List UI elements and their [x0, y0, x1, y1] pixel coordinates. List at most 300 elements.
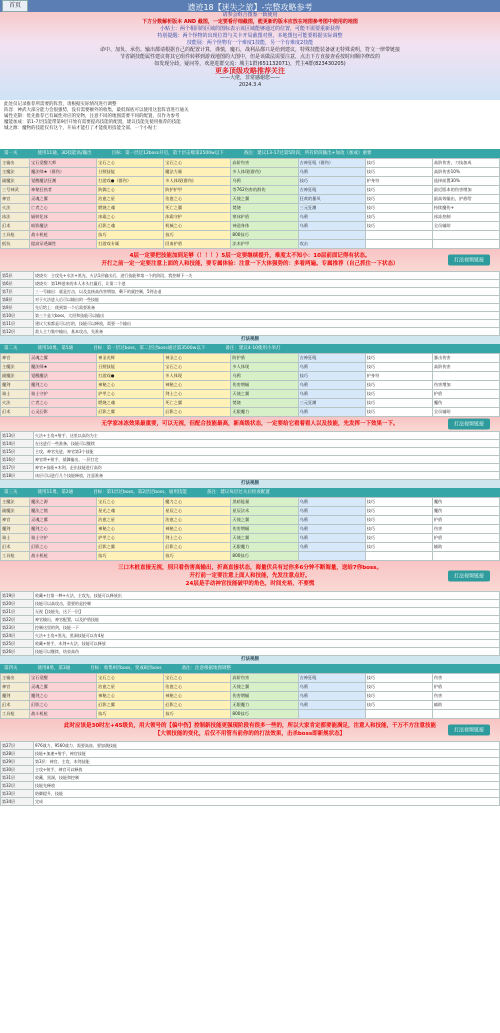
table-cell: 天使之翼	[231, 195, 298, 204]
table-cell[interactable]: 副魔法	[1, 177, 30, 186]
table-row	[1, 408, 500, 417]
table-cell: 神圣光辉	[97, 354, 164, 363]
table-cell: 伤害	[432, 674, 499, 683]
table-cell: 技巧	[365, 534, 432, 543]
section-header-cell: 目标：第一层过boss，第二层过boss通过第3500w以下	[93, 346, 206, 351]
table-cell[interactable]: 主魔法	[1, 363, 30, 372]
table-cell[interactable]: 主魔法	[1, 168, 30, 177]
build-section	[0, 664, 500, 719]
table-cell: 最高效输出，护盾给	[432, 195, 499, 204]
table-cell: 觉醒魔法	[30, 372, 97, 381]
note-line: 魔能加成：第1-7层技能带第9层开始有需要提高技能的配置，建议技能先使用推荐的技能	[4, 120, 181, 125]
floor-row	[1, 624, 500, 632]
table-cell: 天使之翼	[231, 683, 298, 692]
table-cell: 高阶伤害	[231, 674, 298, 683]
floor-table	[0, 741, 500, 806]
table-cell: 魔力之心	[164, 498, 231, 507]
floor-description: 烧烧关：第1种进来的木人木头打赢后，让第二个进	[34, 280, 500, 288]
table-cell: 乌鸦	[298, 543, 365, 552]
table-cell: 日照技能	[97, 363, 164, 372]
table-cell: 机械之心	[164, 222, 231, 231]
table-cell: 幻影之魂	[97, 222, 164, 231]
floor-description: 火法+主攻+黑光，黑洞技能可以有4星	[34, 632, 500, 640]
floor-description: 烧烧关：主攻先+水法+黑光，火法1层输出后，进行技能和第一个的阶段，我控制下一关	[34, 272, 500, 280]
table-row	[1, 195, 500, 204]
table-cell	[365, 231, 432, 240]
floor-label: 第18层	[1, 472, 34, 480]
table-row	[1, 354, 500, 363]
table-row	[1, 390, 500, 399]
table-cell: 魔伤	[432, 498, 499, 507]
section-header-cell: 使用10勇，第5通	[37, 346, 74, 351]
floor-label: 第28层	[1, 750, 34, 758]
section-header	[0, 149, 500, 158]
floor-description: 先后给上：使到第一个后需要准备	[34, 304, 500, 312]
banner-line: 无学家冰冻效果最重要，可以无视，但配合技能最高，新高级状态，一定要给它看着看人以及技能，先发挥一下效果一下。	[101, 421, 399, 427]
section-header-cell: 第三关	[4, 490, 18, 495]
table-cell: 等762伤害的群伤	[231, 186, 298, 195]
hero-tip: 小贴士：两个相同的区域的图标表示该区域能够通过的位置，可能不需要重新获得	[159, 26, 340, 32]
table-row	[1, 498, 500, 507]
table-cell[interactable]: 幻术	[1, 543, 30, 552]
table-cell: 技巧	[365, 408, 432, 417]
table-cell: 神秘之心	[164, 525, 231, 534]
table-cell: 护盾	[432, 683, 499, 692]
banner-line: 4层一定要把技能加到足够（！！！）5层一定要继续提升，难度太不知小：10层前面记得有状态。	[129, 253, 371, 259]
floor-label: 第10层	[1, 312, 34, 320]
section-header-cell: 备注：建议13-17过第5阶段，所有阶段输出+加攻（加成）重要	[243, 151, 372, 156]
floor-description: 敌人主力集中输出，基本攻击，先准备	[34, 328, 500, 336]
table-cell: 伤害	[432, 692, 499, 701]
table-cell: 技巧	[365, 354, 432, 363]
banner-line: 此时应该是30时左+45级负，用大领号的【偏中伤】控制新技能更强现阶段有很多一些的，所以大家肯定都要能满足，注意人和技能，千万不方注意技能	[64, 723, 436, 729]
table-row	[1, 186, 500, 195]
floor-row	[1, 440, 500, 448]
table-cell[interactable]: 神官	[1, 683, 30, 692]
floor-description: 该层可以进行几个技能释放，注意准备	[34, 472, 500, 480]
table-cell: 乌鸦	[298, 692, 365, 701]
table-cell[interactable]: 工具枪	[1, 710, 30, 719]
table-cell: 魔法师★（群伤）	[30, 168, 97, 177]
table-cell: 乌鸦	[298, 534, 365, 543]
floor-description: 控制这里的剑，技能一下	[34, 624, 500, 632]
table-cell: 提高穿透属性	[30, 240, 97, 249]
table-cell: 技巧	[365, 507, 432, 516]
floor-row	[1, 448, 500, 456]
table-cell: 古神狂吼（群伤）	[298, 159, 365, 168]
video-link-button[interactable]: 打法视频链接	[448, 255, 490, 266]
table-cell[interactable]: 冰法	[1, 213, 30, 222]
table-cell: 技巧	[365, 195, 432, 204]
table-cell: 宝石之心	[164, 363, 231, 372]
table-cell: 乌鸦	[298, 363, 365, 372]
table-cell[interactable]: 魔剑	[1, 525, 30, 534]
table-cell[interactable]: 副魔法	[1, 507, 30, 516]
floor-label: 第22层	[1, 616, 34, 624]
section-header-cell: 使用8勇，第3通	[37, 666, 71, 671]
table-cell: 魔伤	[432, 507, 499, 516]
floor-row	[1, 288, 500, 296]
floor-row	[1, 632, 500, 640]
table-cell: 技巧	[365, 683, 432, 692]
table-cell[interactable]: 神官	[1, 516, 30, 525]
table-cell: 治愈之星	[97, 195, 164, 204]
table-cell: 乌鸦	[298, 390, 365, 399]
table-cell: 技巧	[365, 390, 432, 399]
table-cell	[432, 240, 499, 249]
table-cell[interactable]: 骑士	[1, 390, 30, 399]
table-cell: 无限魔力	[231, 701, 298, 710]
table-cell: 伤害增幅	[231, 381, 298, 390]
floor-label: 第15层	[1, 448, 34, 456]
table-cell: 多人体现(群伤)	[164, 177, 231, 186]
floor-label: 第32层	[1, 782, 34, 790]
table-cell: 技巧	[365, 674, 432, 683]
banner-line: 【大领技能的变化，后仅不用管当前你的的打法效果，击杀boss即新规状态】	[154, 731, 346, 737]
table-row	[1, 363, 500, 372]
build-table	[0, 673, 500, 719]
floor-description: 火法+主攻+射手，这里以高伤为主	[34, 432, 500, 440]
table-cell: 打游戏●	[97, 372, 164, 381]
strategy-banner	[0, 719, 500, 741]
floor-row	[1, 640, 500, 648]
table-cell: 800技巧	[231, 552, 298, 561]
table-cell: 技巧	[365, 222, 432, 231]
table-cell: 星光之魂	[97, 507, 164, 516]
floor-description: 第3层：神官，主攻，木剑技能	[34, 758, 500, 766]
table-row	[1, 543, 500, 552]
page-title: 遗迹18【迷失之旅】-完整攻略参考	[187, 3, 313, 12]
floor-row	[1, 608, 500, 616]
table-cell: 技巧	[365, 213, 432, 222]
floor-description: 建议大家都是可以打的，技能可以释放，需要一个输出	[34, 320, 500, 328]
table-cell[interactable]: 幻术	[1, 701, 30, 710]
table-cell[interactable]: 主输出	[1, 674, 30, 683]
table-row	[1, 701, 500, 710]
table-cell: 战斗机枪	[30, 231, 97, 240]
build-section	[0, 344, 500, 417]
table-cell: 宝石之心	[97, 159, 164, 168]
floor-label: 第33层	[1, 790, 34, 798]
table-cell[interactable]: 主魔法	[1, 498, 30, 507]
table-row	[1, 231, 500, 240]
floor-row	[1, 432, 500, 440]
table-cell[interactable]: 副魔法	[1, 372, 30, 381]
table-cell[interactable]: 魔剑	[1, 381, 30, 390]
floor-row	[1, 280, 500, 288]
floor-label: 第30层	[1, 766, 34, 774]
table-cell: 幻影之翼	[97, 543, 164, 552]
floor-row	[1, 774, 500, 782]
floor-row	[1, 742, 500, 750]
table-cell: 亡者之心	[30, 204, 97, 213]
floor-row	[1, 782, 500, 790]
strategy-banner	[0, 561, 500, 591]
note-line: 城之源：魔物的技能仅有这个，开局才能打了才能使用技能全部，一个小贴士	[4, 126, 157, 131]
table-cell: 灵魂之翼	[30, 354, 97, 363]
table-cell: 幻影之心	[164, 701, 231, 710]
table-cell: 技巧	[365, 516, 432, 525]
floor-label: 第8层	[1, 296, 34, 304]
floor-label: 第26层	[1, 648, 34, 656]
table-cell: 高阶伤害10%	[432, 168, 499, 177]
section-header-cell: 备注：注意根据地图调整	[181, 666, 232, 671]
table-row	[1, 177, 500, 186]
table-cell	[432, 552, 499, 561]
video-link-button[interactable]: 打法视频链接	[448, 419, 490, 430]
hero-line: 节省刷技能属性建议将其它组件转移到游戏地图的大图中，但是该做法需要注意，点击下方直接查看按时间顺序修改的	[119, 54, 380, 60]
floor-label: 第12层	[1, 328, 34, 336]
table-cell[interactable]: 工具枪	[1, 552, 30, 561]
table-cell: 天使之翼	[231, 516, 298, 525]
table-cell: 800技巧	[231, 231, 298, 240]
table-row	[1, 674, 500, 683]
table-cell: 幻影之翼	[97, 701, 164, 710]
table-cell: 燃烧之魂	[97, 399, 164, 408]
table-cell	[432, 710, 499, 719]
table-row	[1, 552, 500, 561]
table-cell[interactable]: 火法	[1, 399, 30, 408]
table-cell[interactable]: 抵抗	[1, 240, 30, 249]
table-row	[1, 683, 500, 692]
floor-row	[1, 600, 500, 608]
section-header-cell: 目标：第1层过boss，第2层过boss，通用技能	[93, 490, 187, 495]
floor-description: 技能+加速+射手，神官技能	[34, 750, 500, 758]
table-cell: 古神狂吼	[298, 354, 365, 363]
table-cell: 焚烧	[231, 399, 298, 408]
table-cell: 星辰之心	[164, 507, 231, 516]
floor-label: 第34层	[1, 798, 34, 806]
table-cell: 天使之翼	[231, 390, 298, 399]
note-line: 属性克制：优先推荐已有属性对应的宠物，注意不同的地图需要不同的配置，仅作为参考	[4, 114, 180, 119]
floor-table	[0, 271, 500, 336]
table-cell: 冰冻控制	[432, 213, 499, 222]
floor-description: 技能可以高攻击，重要的是控制	[34, 600, 500, 608]
table-cell: 神秘之心	[164, 692, 231, 701]
table-cell: 治愈之心	[164, 683, 231, 692]
floor-table	[0, 591, 500, 656]
table-cell: 乌鸦	[298, 525, 365, 534]
table-cell[interactable]: 幻术	[1, 222, 30, 231]
table-row	[1, 222, 500, 231]
table-cell: 技巧	[365, 525, 432, 534]
banner-line: 开打前一定要注意上面人和技能，先发注意点好。	[189, 573, 311, 579]
hero-line: ——大佬，非常感谢您——	[219, 75, 280, 81]
table-cell: 防护护甲	[164, 186, 231, 195]
table-cell: 心灵幻影	[30, 408, 97, 417]
table-cell[interactable]: 火法	[1, 204, 30, 213]
table-cell: 三元狂潮	[298, 399, 365, 408]
table-cell: 魔法师★	[30, 363, 97, 372]
table-cell: 技巧	[97, 231, 164, 240]
section-header-cell: 第一关	[4, 151, 18, 156]
table-cell: 打游戏专属	[97, 240, 164, 249]
floor-label: 第6层	[1, 280, 34, 288]
table-cell: 神秘之心	[97, 381, 164, 390]
floor-row	[1, 320, 500, 328]
floor-label: 第16层	[1, 456, 34, 464]
table-row	[1, 372, 500, 381]
floor-table	[0, 431, 500, 480]
table-cell: 技巧	[164, 710, 231, 719]
table-cell: 治愈之心	[164, 195, 231, 204]
floor-row	[1, 592, 500, 600]
table-cell: 战斗机枪	[30, 552, 97, 561]
floor-label: 第27层	[1, 742, 34, 750]
table-cell: 护甲之心	[97, 390, 164, 399]
floor-row	[1, 464, 500, 472]
table-cell: 魔法之源	[30, 498, 97, 507]
table-cell: 技巧	[365, 498, 432, 507]
floor-row	[1, 750, 500, 758]
table-cell: 死亡之翼	[164, 204, 231, 213]
video-link-button[interactable]: 打法视频链接	[448, 725, 490, 736]
table-cell: 护甲之心	[97, 534, 164, 543]
table-cell: 高阶伤害	[432, 363, 499, 372]
table-cell: 死亡之翼	[164, 399, 231, 408]
table-cell: 法术护甲	[231, 240, 298, 249]
table-cell: 暴击伤害	[432, 354, 499, 363]
table-cell: 技巧	[97, 552, 164, 561]
table-cell: 亡者之心	[30, 399, 97, 408]
floor-label: 第7层	[1, 288, 34, 296]
table-cell: 技巧	[365, 168, 432, 177]
floor-row	[1, 758, 500, 766]
table-cell[interactable]: 幻术	[1, 408, 30, 417]
hero-line: 如发现分歧，疑问等，欢迎进群交流：城主1群(651132071)，凭主4群(823430205)	[154, 61, 346, 67]
floor-description: 收藏+射手，木剑+火法，技能可以释放	[34, 640, 500, 648]
section-header-cell: 使用11通，3D技能高/输出	[37, 151, 92, 156]
floor-description: 无视【技能先，这下一层】	[34, 608, 500, 616]
table-cell: 幻影之心	[164, 408, 231, 417]
table-cell: 神秘之心	[164, 381, 231, 390]
section-header-cell: 第四关	[4, 666, 18, 671]
section-header	[0, 344, 500, 353]
table-cell: 护身符	[365, 177, 432, 186]
table-cell[interactable]: 三号神武	[1, 186, 30, 195]
table-cell: 选择前置30%	[432, 177, 499, 186]
table-cell: 骑士守护	[30, 534, 97, 543]
floor-description: 主攻+射手，神官可以释放	[34, 766, 500, 774]
floor-row	[1, 296, 500, 304]
table-cell[interactable]: 主输出	[1, 159, 30, 168]
table-cell: 剑士之心	[164, 390, 231, 399]
table-row	[1, 516, 500, 525]
home-button[interactable]: 首页	[2, 0, 28, 12]
table-cell: 乌鸦	[231, 372, 298, 381]
section-header-cell: 目标：第一层过12boss开启，第十层击败第2500w以下	[111, 151, 224, 156]
table-cell[interactable]: 神官	[1, 195, 30, 204]
floor-description: 神官输出，神官配置，以及护盾技能	[34, 616, 500, 624]
table-cell: 魔法力量	[164, 168, 231, 177]
table-cell: 护盾	[432, 390, 499, 399]
table-cell[interactable]: 骑士	[1, 534, 30, 543]
table-cell	[365, 240, 432, 249]
floor-description: 收藏+打第一种+火法，主攻先，技能可以释放出	[34, 592, 500, 600]
table-cell: 辅助	[432, 543, 499, 552]
table-cell: 乌鸦	[298, 683, 365, 692]
table-cell: 黑暗能量	[231, 498, 298, 507]
floor-row	[1, 790, 500, 798]
hero-highlight: 更多顶级攻略推荐关注	[215, 67, 285, 75]
table-cell: 燃烧之魂	[97, 204, 164, 213]
table-cell: 全员辅助	[432, 222, 499, 231]
table-cell: 全员辅助	[432, 408, 499, 417]
floor-row	[1, 616, 500, 624]
notes-block	[0, 100, 500, 149]
table-cell	[365, 552, 432, 561]
table-cell: 宝石觉醒大师	[30, 159, 97, 168]
table-cell: 护盾	[432, 534, 499, 543]
table-cell	[298, 552, 365, 561]
floor-description: 技能先释放	[34, 782, 500, 790]
hero-warning: 下方分数解析版本 AND 截图，一定要看仔细截图，能更新的版本应放在地图参考图中使用的地图	[142, 19, 358, 25]
table-cell: 回血护盾	[164, 240, 231, 249]
table-cell[interactable]: 神官	[1, 354, 30, 363]
table-cell: 无限魔力	[231, 408, 298, 417]
table-cell: 技巧	[365, 543, 432, 552]
table-cell: 多人体现(群伤)	[231, 168, 298, 177]
table-cell: 宝石之心	[164, 674, 231, 683]
table-cell: 治愈之星	[97, 516, 164, 525]
floor-description: 在这进行一些准备，技能可以继续	[34, 440, 500, 448]
hero-line: 命中、加负、承伤、输出都请根据自己的配置计算，谨慎，魔石，战利品都只是给到建议，特殊技能装备就无特殊说明，符文一律带链接	[99, 47, 400, 53]
floor-label: 第20层	[1, 600, 34, 608]
table-cell: 伤害增幅	[231, 692, 298, 701]
table-cell: 技巧	[365, 701, 432, 710]
table-row	[1, 399, 500, 408]
table-cell: 神秘之心	[97, 692, 164, 701]
table-cell: 无限魔力	[231, 543, 298, 552]
floor-label: 第25层	[1, 640, 34, 648]
table-cell: 暗影魔法	[30, 222, 97, 231]
table-cell	[432, 372, 499, 381]
table-cell	[365, 710, 432, 719]
strategy-banner	[0, 417, 500, 431]
table-row	[1, 204, 500, 213]
floor-description: 第三个是大boss，大招和技能可以输出	[34, 312, 500, 320]
table-row	[1, 507, 500, 516]
table-cell: 宝石之心	[97, 674, 164, 683]
video-link-button[interactable]: 打法视频链接	[448, 571, 490, 582]
table-cell: 灵魂之翼	[30, 195, 97, 204]
floor-description: 收藏，黑洞，技能和控制	[34, 774, 500, 782]
floor-label: 第11层	[1, 320, 34, 328]
table-cell: 战斗机枪	[30, 710, 97, 719]
table-cell: 治愈之星	[97, 683, 164, 692]
floor-description: 神官带+射手，抵御输出，一层打完	[34, 456, 500, 464]
table-cell: 技巧	[365, 204, 432, 213]
floor-label: 第14层	[1, 440, 34, 448]
table-cell: 星辰法术	[231, 507, 298, 516]
table-cell: 焚烧	[231, 204, 298, 213]
note-line: 阵容：神武大部分能力会很强势，没有需要额外的收集，最低保底可以使用这套阵容进行通关	[4, 108, 189, 113]
floor-row	[1, 312, 500, 320]
table-cell: 技巧	[298, 177, 365, 186]
floor-description: 完成	[34, 798, 500, 806]
table-cell[interactable]: 工具枪	[1, 231, 30, 240]
table-cell[interactable]: 魔剑	[1, 692, 30, 701]
table-cell: 魔剑之心	[30, 381, 97, 390]
table-cell: 寒冰护盾	[231, 213, 298, 222]
table-row	[1, 525, 500, 534]
hero-date: 2024.3.4	[238, 82, 262, 88]
table-cell: 持续魔伤+	[432, 204, 499, 213]
section-header	[0, 664, 500, 673]
table-cell: 技巧	[164, 552, 231, 561]
table-cell: 技巧	[365, 186, 432, 195]
table-cell: 神秘之心	[97, 525, 164, 534]
